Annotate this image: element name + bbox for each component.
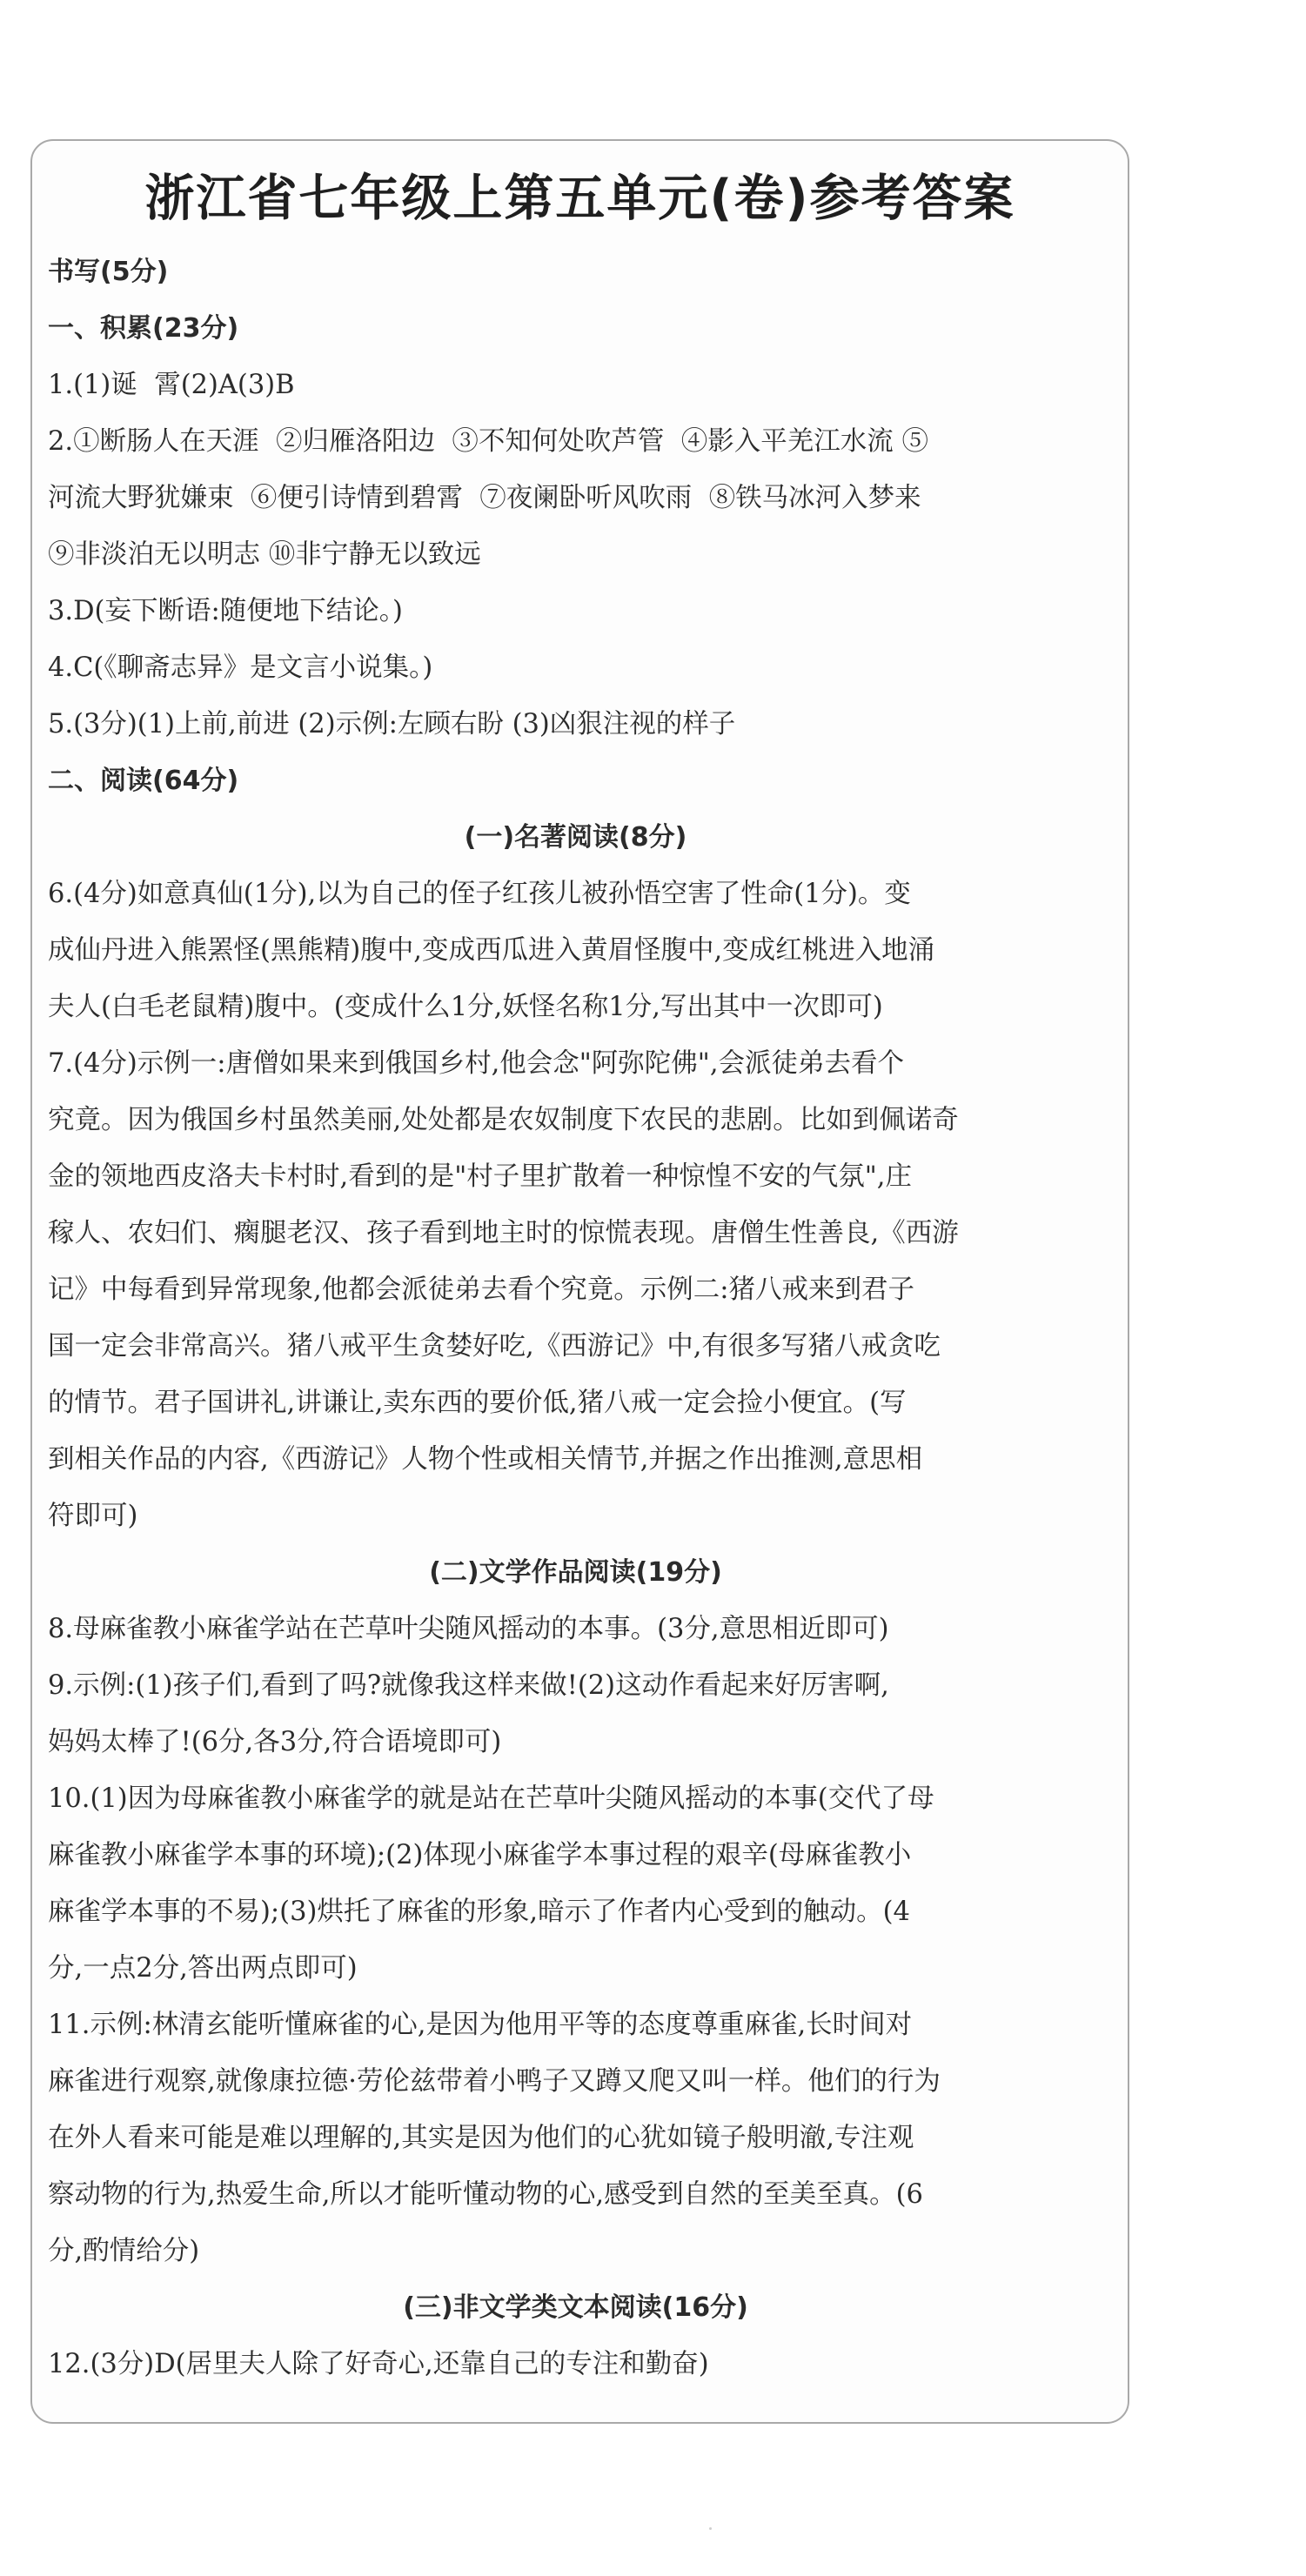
- subsection-heading: (二)文学作品阅读(19分): [429, 1557, 722, 1588]
- answer-line: 符即可): [48, 1501, 138, 1531]
- answer-line: 的情节。君子国讲礼,讲谦让,卖东西的要价低,猪八戒一定会捡小便宜。(写: [48, 1388, 907, 1418]
- answer-line: 到相关作品的内容,《西游记》人物个性或相关情节,并据之作出推测,意思相: [48, 1444, 923, 1475]
- section-heading: 二、阅读(64分): [48, 766, 239, 796]
- answer-line: 麻雀教小麻雀学本事的环境);(2)体现小麻雀学本事过程的艰辛(母麻雀教小: [48, 1840, 912, 1870]
- answer-line: 3.D(妄下断语:随便地下结论。): [48, 596, 403, 626]
- answer-line: 2.①断肠人在天涯 ②归雁洛阳边 ③不知何处吹芦管 ④影入平羌江水流 ⑤: [48, 426, 928, 457]
- answer-content: [32, 244, 1128, 2392]
- answer-line: 国一定会非常高兴。猪八戒平生贪婪好吃,《西游记》中,有很多写猪八戒贪吃: [48, 1331, 941, 1362]
- answer-line: 麻雀学本事的不易);(3)烘托了麻雀的形象,暗示了作者内心受到的触动。(4: [48, 1897, 910, 1927]
- subsection-heading: (一)名著阅读(8分): [464, 822, 687, 853]
- answer-line: ⑨非淡泊无以明志 ⑩非宁静无以致远: [48, 539, 481, 570]
- answer-line: 金的领地西皮洛夫卡村时,看到的是"村子里扩散着一种惊惶不安的气氛",庄: [48, 1161, 912, 1192]
- section-heading: 书写(5分): [48, 257, 169, 287]
- answer-line: 12.(3分)D(居里夫人除了好奇心,还靠自己的专注和勤奋): [48, 2349, 709, 2379]
- answer-line: 9.示例:(1)孩子们,看到了吗?就像我这样来做!(2)这动作看起来好厉害啊,: [48, 1670, 889, 1701]
- answer-line: 察动物的行为,热爱生命,所以才能听懂动物的心,感受到自然的至美至真。(6: [48, 2179, 923, 2210]
- section-heading: 一、积累(23分): [48, 313, 239, 344]
- answer-line: 7.(4分)示例一:唐僧如果来到俄国乡村,他会念"阿弥陀佛",会派徒弟去看个: [48, 1048, 905, 1079]
- answer-line: 夫人(白毛老鼠精)腹中。(变成什么1分,妖怪名称1分,写出其中一次即可): [48, 992, 883, 1022]
- subsection-heading: (三)非文学类文本阅读(16分): [403, 2292, 748, 2323]
- answer-line: 稼人、农妇们、瘸腿老汉、孩子看到地主时的惊慌表现。唐僧生性善良,《西游: [48, 1218, 959, 1248]
- answer-line: 分,酌情给分): [48, 2236, 200, 2266]
- answer-line: 记》中每看到异常现象,他都会派徒弟去看个究竟。示例二:猪八戒来到君子: [48, 1275, 914, 1305]
- answer-line: 8.母麻雀教小麻雀学站在芒草叶尖随风摇动的本事。(3分,意思相近即可): [48, 1614, 889, 1644]
- answer-line: 成仙丹进入熊罴怪(黑熊精)腹中,变成西瓜进入黄眉怪腹中,变成红桃进入地涌: [48, 935, 935, 966]
- answer-line: 1.(1)诞 霄(2)A(3)B: [48, 370, 295, 400]
- page-title: 浙江省七年级上第五单元(卷)参考答案: [144, 170, 1015, 227]
- answer-line: 河流大野犹嫌束 ⑥便引诗情到碧霄 ⑦夜阑卧听风吹雨 ⑧铁马冰河入梦来: [48, 483, 921, 513]
- answer-line: 麻雀进行观察,就像康拉德·劳伦兹带着小鸭子又蹲又爬又叫一样。他们的行为: [48, 2066, 941, 2097]
- answer-line: 究竟。因为俄国乡村虽然美丽,处处都是农奴制度下农民的悲剧。比如到佩诺奇: [48, 1105, 959, 1135]
- answer-line: 6.(4分)如意真仙(1分),以为自己的侄子红孩儿被孙悟空害了性命(1分)。变: [48, 879, 911, 909]
- scan-speck: [709, 2527, 712, 2530]
- answer-sheet: [30, 139, 1129, 2424]
- answer-line: 5.(3分)(1)上前,前进 (2)示例:左顾右盼 (3)凶狠注视的样子: [48, 709, 736, 739]
- answer-line: 11.示例:林清玄能听懂麻雀的心,是因为他用平等的态度尊重麻雀,长时间对: [48, 2010, 913, 2040]
- answer-line: 4.C(《聊斋志异》是文言小说集。): [48, 652, 433, 683]
- answer-line: 分,一点2分,答出两点即可): [48, 1953, 358, 1984]
- answer-line: 10.(1)因为母麻雀教小麻雀学的就是站在芒草叶尖随风摇动的本事(交代了母: [48, 1783, 934, 1814]
- answer-line: 妈妈太棒了!(6分,各3分,符合语境即可): [48, 1727, 502, 1757]
- answer-line: 在外人看来可能是难以理解的,其实是因为他们的心犹如镜子般明澈,专注观: [48, 2123, 914, 2153]
